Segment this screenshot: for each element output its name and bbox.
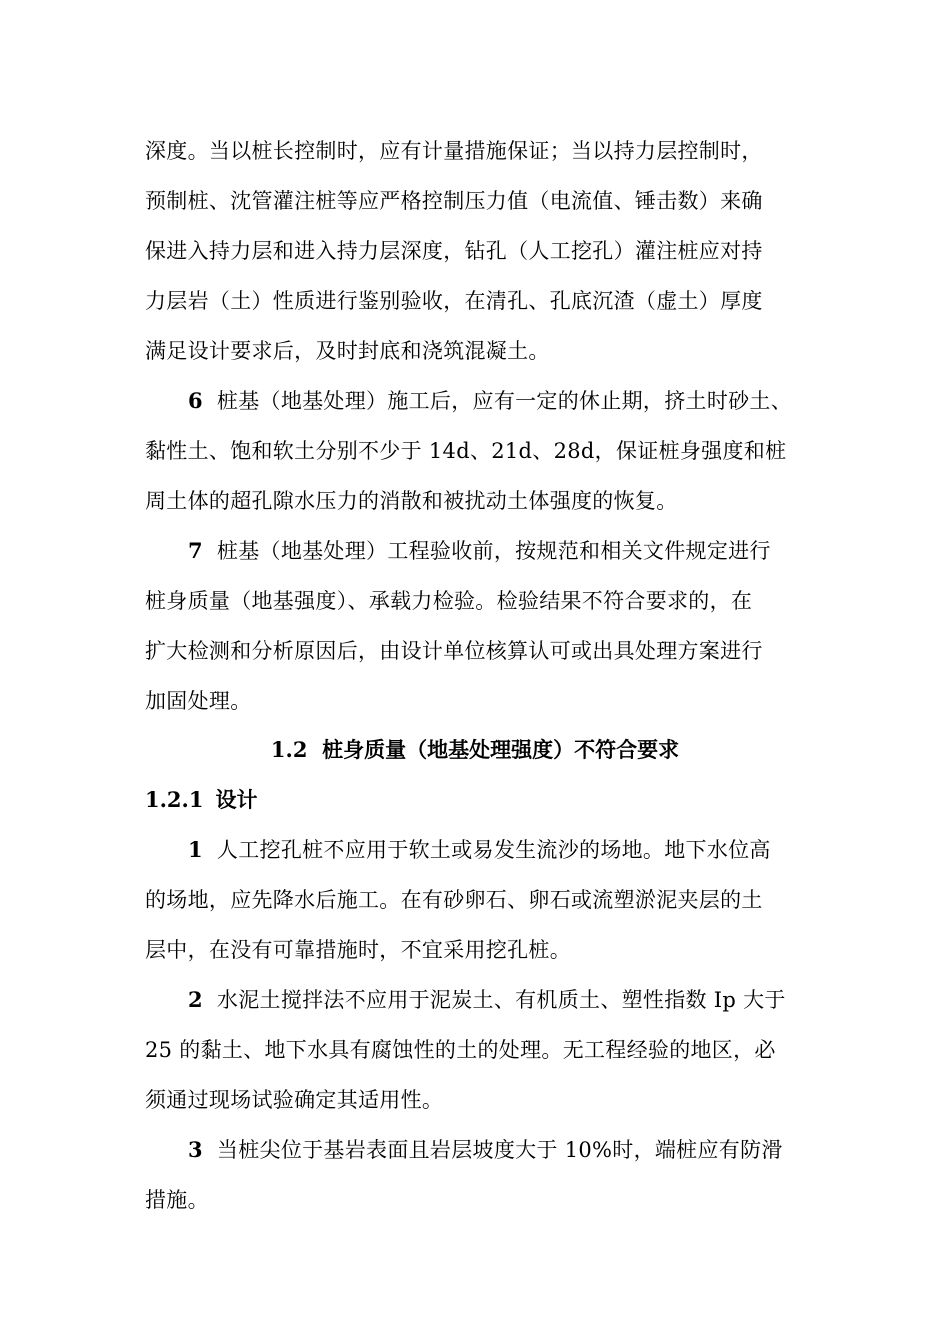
paragraph-line: 周土体的超孔隙水压力的消散和被扰动土体强度的恢复。 xyxy=(145,489,678,513)
paragraph-line: 保进入持力层和进入持力层深度，钻孔（人工挖孔）灌注桩应对持 xyxy=(145,239,763,263)
paragraph-line: 层中，在没有可靠措施时，不宜采用挖孔桩。 xyxy=(145,938,571,962)
paragraph-line: 25 的黏土、地下水具有腐蚀性的土的处理。无工程经验的地区，必 xyxy=(145,1038,776,1062)
item-number: 3 xyxy=(188,1137,203,1162)
paragraph-line: 桩身质量（地基强度）、承载力检验。检验结果不符合要求的，在 xyxy=(145,589,753,613)
paragraph-line: 的场地，应先降水后施工。在有砂卵石、卵石或流塑淤泥夹层的土 xyxy=(145,888,763,912)
paragraph-line: 加固处理。 xyxy=(145,689,252,713)
item-text: 人工挖孔桩不应用于软土或易发生流沙的场地。地下水位高 xyxy=(216,838,771,862)
item-number: 1 xyxy=(188,837,203,862)
paragraph-line: 力层岩（土）性质进行鉴别验收，在清孔、孔底沉渣（虚土）厚度 xyxy=(145,289,763,313)
paragraph-line: 措施。 xyxy=(145,1188,209,1212)
section-number: 1.2 xyxy=(270,737,308,762)
paragraph-line: 扩大检测和分析原因后，由设计单位核算认可或出具处理方案进行 xyxy=(145,639,763,663)
item-number: 6 xyxy=(188,388,203,413)
list-item-7 xyxy=(188,536,771,566)
list-item-3 xyxy=(188,1135,783,1165)
list-item-6 xyxy=(188,386,792,416)
section-title: 桩身质量（地基处理强度）不符合要求 xyxy=(322,737,680,762)
paragraph-line: 预制桩、沈管灌注桩等应严格控制压力值（电流值、锤击数）来确 xyxy=(145,189,763,213)
paragraph-line: 深度。当以桩长控制时，应有计量措施保证；当以持力层控制时， xyxy=(145,139,763,163)
paragraph-line: 须通过现场试验确定其适用性。 xyxy=(145,1088,444,1112)
section-heading xyxy=(0,735,950,765)
paragraph-line: 黏性土、饱和软土分别不少于 14d、21d、28d，保证桩身强度和桩 xyxy=(145,439,787,463)
subsection-heading xyxy=(145,785,257,815)
list-item-2 xyxy=(188,985,786,1015)
subsection-title: 设计 xyxy=(215,787,258,812)
item-text: 桩基（地基处理）工程验收前，按规范和相关文件规定进行 xyxy=(216,539,771,563)
paragraph-line: 满足设计要求后，及时封底和浇筑混凝土。 xyxy=(145,339,550,363)
item-text: 桩基（地基处理）施工后，应有一定的休止期，挤土时砂土、 xyxy=(216,389,793,413)
item-text: 水泥土搅拌法不应用于泥炭土、有机质土、塑性指数 Ip 大于 xyxy=(216,988,786,1012)
list-item-1 xyxy=(188,835,771,865)
item-number: 2 xyxy=(188,987,203,1012)
item-number: 7 xyxy=(188,538,203,563)
subsection-number: 1.2.1 xyxy=(145,787,204,812)
item-text: 当桩尖位于基岩表面且岩层坡度大于 10%时，端桩应有防滑 xyxy=(216,1138,783,1162)
